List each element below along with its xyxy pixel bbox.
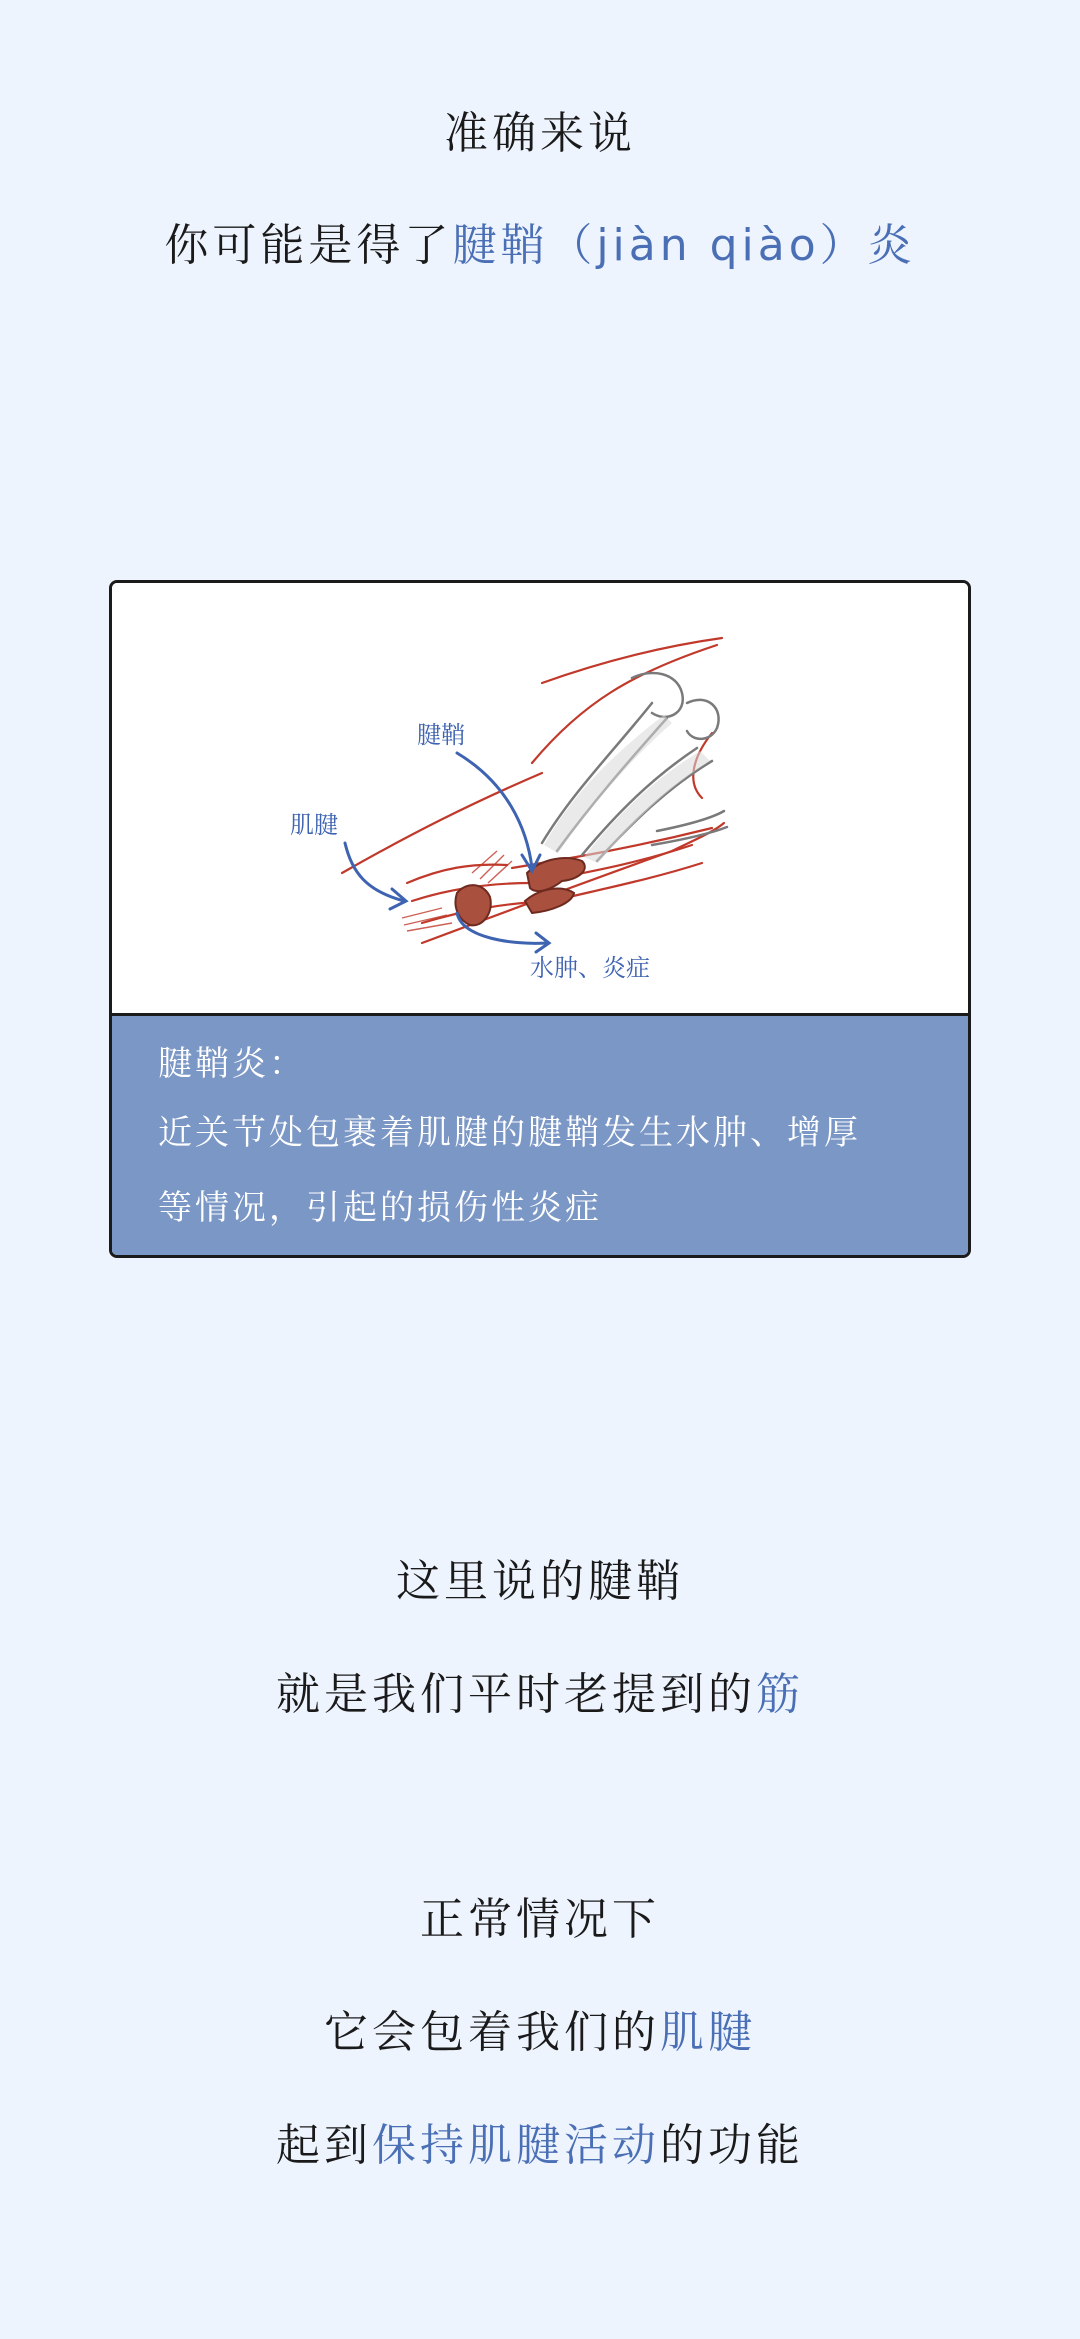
intro-text-1: 准确来说 xyxy=(444,108,636,159)
section3-line-1 xyxy=(0,1890,1080,1950)
caption-line-1: 近关节处包裹着肌腱的腱鞘发生水肿、增厚 xyxy=(158,1113,861,1153)
section3-text-3b: 的功能 xyxy=(660,2120,804,2171)
section2-text-2: 就是我们平时老提到的 xyxy=(276,1669,756,1720)
caption-title: 腱鞘炎： xyxy=(158,1044,306,1084)
caption-body xyxy=(158,1096,948,1246)
illustration-card xyxy=(109,580,971,1258)
section3-line-2 xyxy=(0,2003,1080,2063)
wrist-tendon-illustration xyxy=(112,583,968,1013)
hand-outline-top xyxy=(532,645,717,763)
section2-line-2 xyxy=(0,1665,1080,1725)
label-tendon-sheath: 腱鞘 xyxy=(417,721,465,749)
term-muscle-tendon: 肌腱 xyxy=(660,2007,756,2058)
illustration-figure xyxy=(112,583,968,1016)
term-tenosynovitis: 腱鞘（jiàn qiào）炎 xyxy=(452,220,916,271)
term-keep-active: 保持肌腱活动 xyxy=(372,2120,660,2171)
intro-text-2: 你可能是得了 xyxy=(164,220,453,271)
section3-line-3 xyxy=(0,2116,1080,2176)
section3-text-2: 它会包着我们的 xyxy=(324,2007,660,2058)
arm-outline-upper xyxy=(342,773,542,873)
arrow-tendon-sheath xyxy=(457,753,532,868)
illustration-caption xyxy=(112,1016,968,1255)
section3-text-1: 正常情况下 xyxy=(420,1894,660,1945)
section3-text-3a: 起到 xyxy=(276,2120,372,2171)
section2-line-1 xyxy=(0,1552,1080,1612)
label-swelling: 水肿、炎症 xyxy=(530,954,650,982)
intro-line-1 xyxy=(0,104,1080,164)
term-tendon: 筋 xyxy=(756,1669,804,1720)
section2-text-1: 这里说的腱鞘 xyxy=(396,1556,684,1607)
intro-line-2 xyxy=(0,216,1080,276)
caption-line-2: 等情况，引起的损伤性炎症 xyxy=(158,1188,602,1228)
label-tendon: 肌腱 xyxy=(290,811,338,839)
